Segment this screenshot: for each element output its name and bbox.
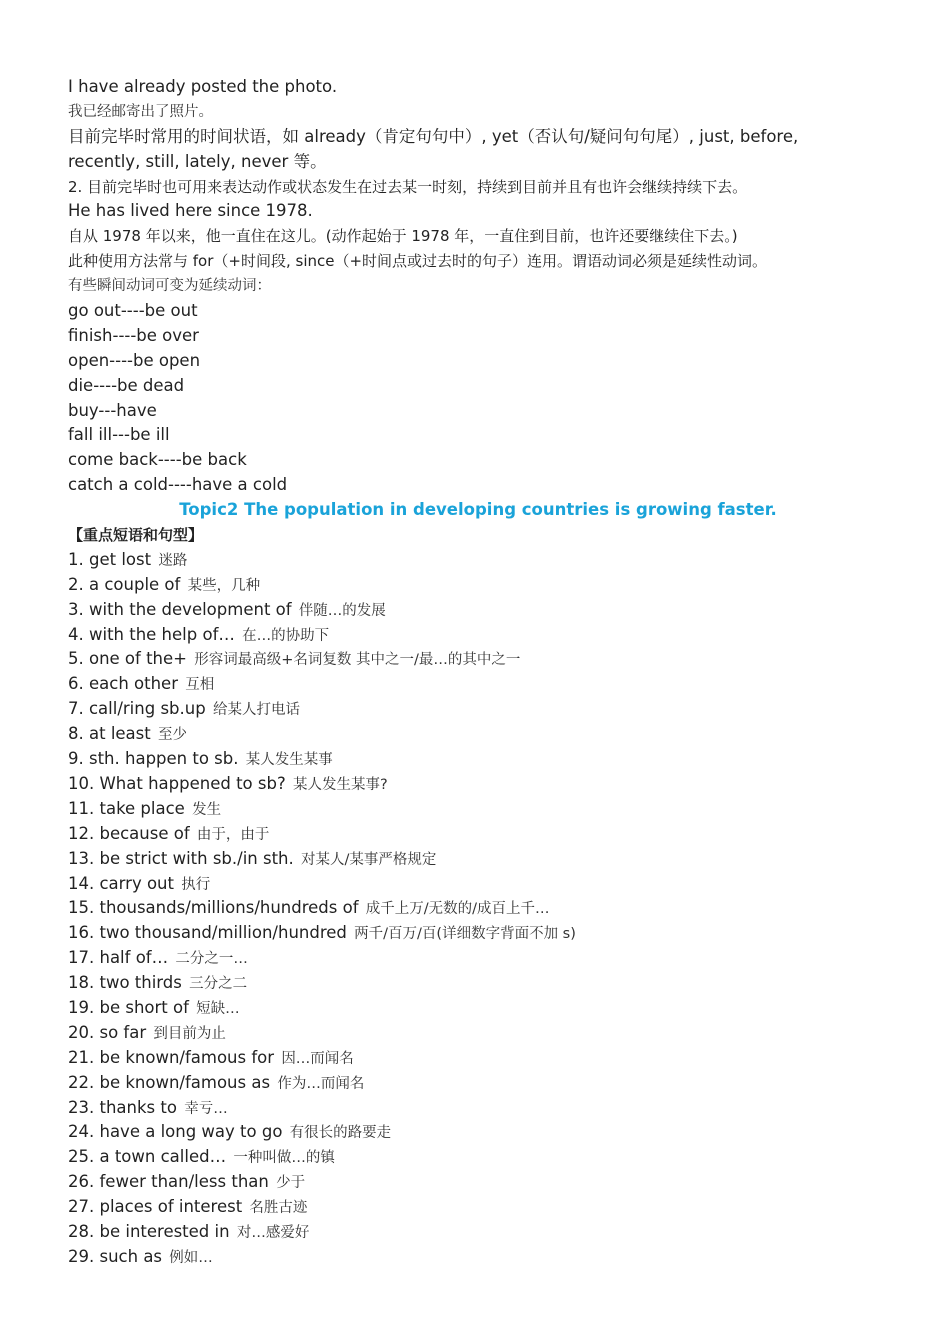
phrase-chinese: 某人发生某事? (292, 776, 388, 793)
phrase-chinese: 伴随…的发展 (298, 602, 386, 619)
phrase-item (68, 1021, 888, 1046)
verb-pair: die----be dead (68, 375, 185, 395)
phrase-english: 25. a town called… (68, 1147, 227, 1167)
phrase-english: 28. be interested in (68, 1221, 230, 1241)
phrase-english: 6. each other (68, 674, 178, 694)
phrase-english: 20. so far (68, 1022, 147, 1042)
phrase-chinese: 执行 (181, 876, 211, 893)
phrase-list (68, 548, 888, 1270)
phrase-english: 13. be strict with sb./in sth. (68, 848, 294, 868)
phrase-chinese: 在…的协助下 (242, 627, 330, 644)
phrase-english: 1. get lost (68, 549, 152, 569)
phrase-chinese: 名胜古迹 (249, 1200, 308, 1217)
phrase-item (68, 971, 888, 996)
phrase-item (68, 1120, 888, 1145)
phrase-english: 2. a couple of (68, 574, 181, 594)
phrase-english: 24. have a long way to go (68, 1122, 283, 1142)
phrase-chinese: 由于，由于 (196, 826, 270, 843)
phrase-english: 23. thanks to (68, 1097, 177, 1117)
phrase-chinese: 作为…而闻名 (277, 1075, 365, 1092)
phrase-item (68, 697, 888, 722)
phrase-chinese: 二分之一… (175, 951, 248, 968)
section-heading: 【重点短语和句型】 (68, 526, 204, 545)
text-line: recently, still, lately, never 等。 (68, 151, 327, 171)
phrase-chinese: 短缺… (196, 1000, 240, 1017)
phrase-chinese: 对…感爱好 (236, 1224, 310, 1241)
phrase-chinese: 到目前为止 (153, 1025, 226, 1042)
phrase-item (68, 847, 888, 872)
phrase-chinese: 例如… (169, 1249, 213, 1266)
verb-pair: come back----be back (68, 450, 247, 470)
text-line: 目前完毕时常用的时间状语，如 already（肯定句句中）, yet（否认句/疑问句句尾）, just, before, (68, 126, 799, 146)
phrase-english: 4. with the help of… (68, 624, 235, 644)
phrase-english: 11. take place (68, 798, 185, 818)
phrase-english: 22. be known/famous as (68, 1072, 271, 1092)
phrase-chinese: 有很长的路要走 (289, 1125, 392, 1142)
text-line: 自从 1978 年以来，他一直住在这儿。(动作起始于 1978 年，一直住到目前，也许还要继续住下去。) (68, 227, 738, 246)
phrase-item (68, 896, 888, 921)
phrase-chinese: 某人发生某事 (245, 752, 333, 769)
phrase-item (68, 872, 888, 897)
phrase-item (68, 1245, 888, 1270)
phrase-item (68, 623, 888, 648)
phrase-item (68, 1096, 888, 1121)
phrase-chinese: 至少 (157, 727, 187, 744)
phrase-item (68, 1170, 888, 1195)
phrase-item (68, 1071, 888, 1096)
phrase-english: 3. with the development of (68, 599, 292, 619)
phrase-item (68, 598, 888, 623)
phrase-item (68, 747, 888, 772)
phrase-english: 10. What happened to sb? (68, 773, 286, 793)
phrase-english: 5. one of the+ (68, 649, 187, 669)
phrase-english: 12. because of (68, 823, 190, 843)
phrase-item (68, 797, 888, 822)
verb-pair: finish----be over (68, 325, 199, 345)
phrase-item (68, 722, 888, 747)
phrase-english: 18. two thirds (68, 973, 182, 993)
phrase-item (68, 647, 888, 672)
phrase-chinese: 互相 (185, 677, 215, 694)
text-line: 我已经邮寄出了照片。 (68, 103, 213, 120)
phrase-chinese: 给某人打电话 (212, 702, 300, 719)
phrase-item (68, 921, 888, 946)
phrase-chinese: 某些，几种 (187, 577, 261, 594)
verb-pair: fall ill---be ill (68, 425, 170, 445)
text-line: I have already posted the photo. (68, 77, 338, 96)
phrase-chinese: 发生 (192, 801, 222, 818)
phrase-chinese: 少于 (276, 1175, 306, 1192)
phrase-english: 16. two thousand/million/hundred (68, 923, 347, 943)
text-line: 2. 目前完毕时也可用来表达动作或状态发生在过去某一时刻，持续到目前并且有也许会继续持续下去。 (68, 177, 748, 196)
phrase-chinese: 迷路 (158, 552, 188, 569)
phrase-item (68, 996, 888, 1021)
phrase-item (68, 672, 888, 697)
phrase-chinese: 两千/百万/百(详细数字背面不加 s) (354, 926, 576, 943)
phrase-chinese: 因…而闻名 (281, 1050, 354, 1067)
phrase-item (68, 1195, 888, 1220)
text-line: 有些瞬间动词可变为延续动词： (68, 278, 271, 295)
text-line: He has lived here since 1978. (68, 201, 313, 221)
phrase-english: 8. at least (68, 724, 151, 744)
verb-pairs-list (68, 299, 888, 498)
phrase-english: 14. carry out (68, 873, 174, 893)
phrase-english: 15. thousands/millions/hundreds of (68, 898, 359, 918)
phrase-chinese: 对某人/某事严格规定 (301, 851, 437, 868)
phrase-item (68, 1046, 888, 1071)
phrase-chinese: 幸亏… (184, 1100, 228, 1117)
phrase-english: 9. sth. happen to sb. (68, 749, 239, 769)
phrase-english: 7. call/ring sb.up (68, 699, 206, 719)
phrase-english: 21. be known/famous for (68, 1047, 275, 1067)
text-line: 此种使用方法常与 for（+时间段, since（+时间点或过去时的句子）连用。谓语动词必须是延续性动词。 (68, 252, 768, 271)
verb-pair: catch a cold----have a cold (68, 475, 288, 495)
phrase-item (68, 573, 888, 598)
phrase-english: 27. places of interest (68, 1197, 243, 1217)
verb-pair: go out----be out (68, 301, 198, 321)
document-page (68, 75, 888, 1270)
phrase-chinese: 形容词最高级+名词复数 其中之一/最…的其中之一 (194, 652, 521, 669)
phrase-item (68, 946, 888, 971)
phrase-item (68, 548, 888, 573)
verb-pair: buy---have (68, 400, 157, 420)
phrase-item (68, 822, 888, 847)
phrase-chinese: 成千上万/无数的/成百上千… (365, 901, 550, 918)
phrase-item (68, 1220, 888, 1245)
phrase-english: 19. be short of (68, 997, 189, 1017)
verb-pair: open----be open (68, 350, 201, 370)
phrase-english: 17. half of… (68, 948, 169, 968)
phrase-item (68, 1145, 888, 1170)
phrase-chinese: 一种叫做…的镇 (233, 1150, 335, 1167)
topic-title: Topic2 The population in developing countries is growing faster. (179, 500, 777, 520)
phrase-english: 29. such as (68, 1246, 163, 1266)
phrase-chinese: 三分之二 (189, 976, 248, 993)
phrase-item (68, 772, 888, 797)
phrase-english: 26. fewer than/less than (68, 1172, 269, 1192)
